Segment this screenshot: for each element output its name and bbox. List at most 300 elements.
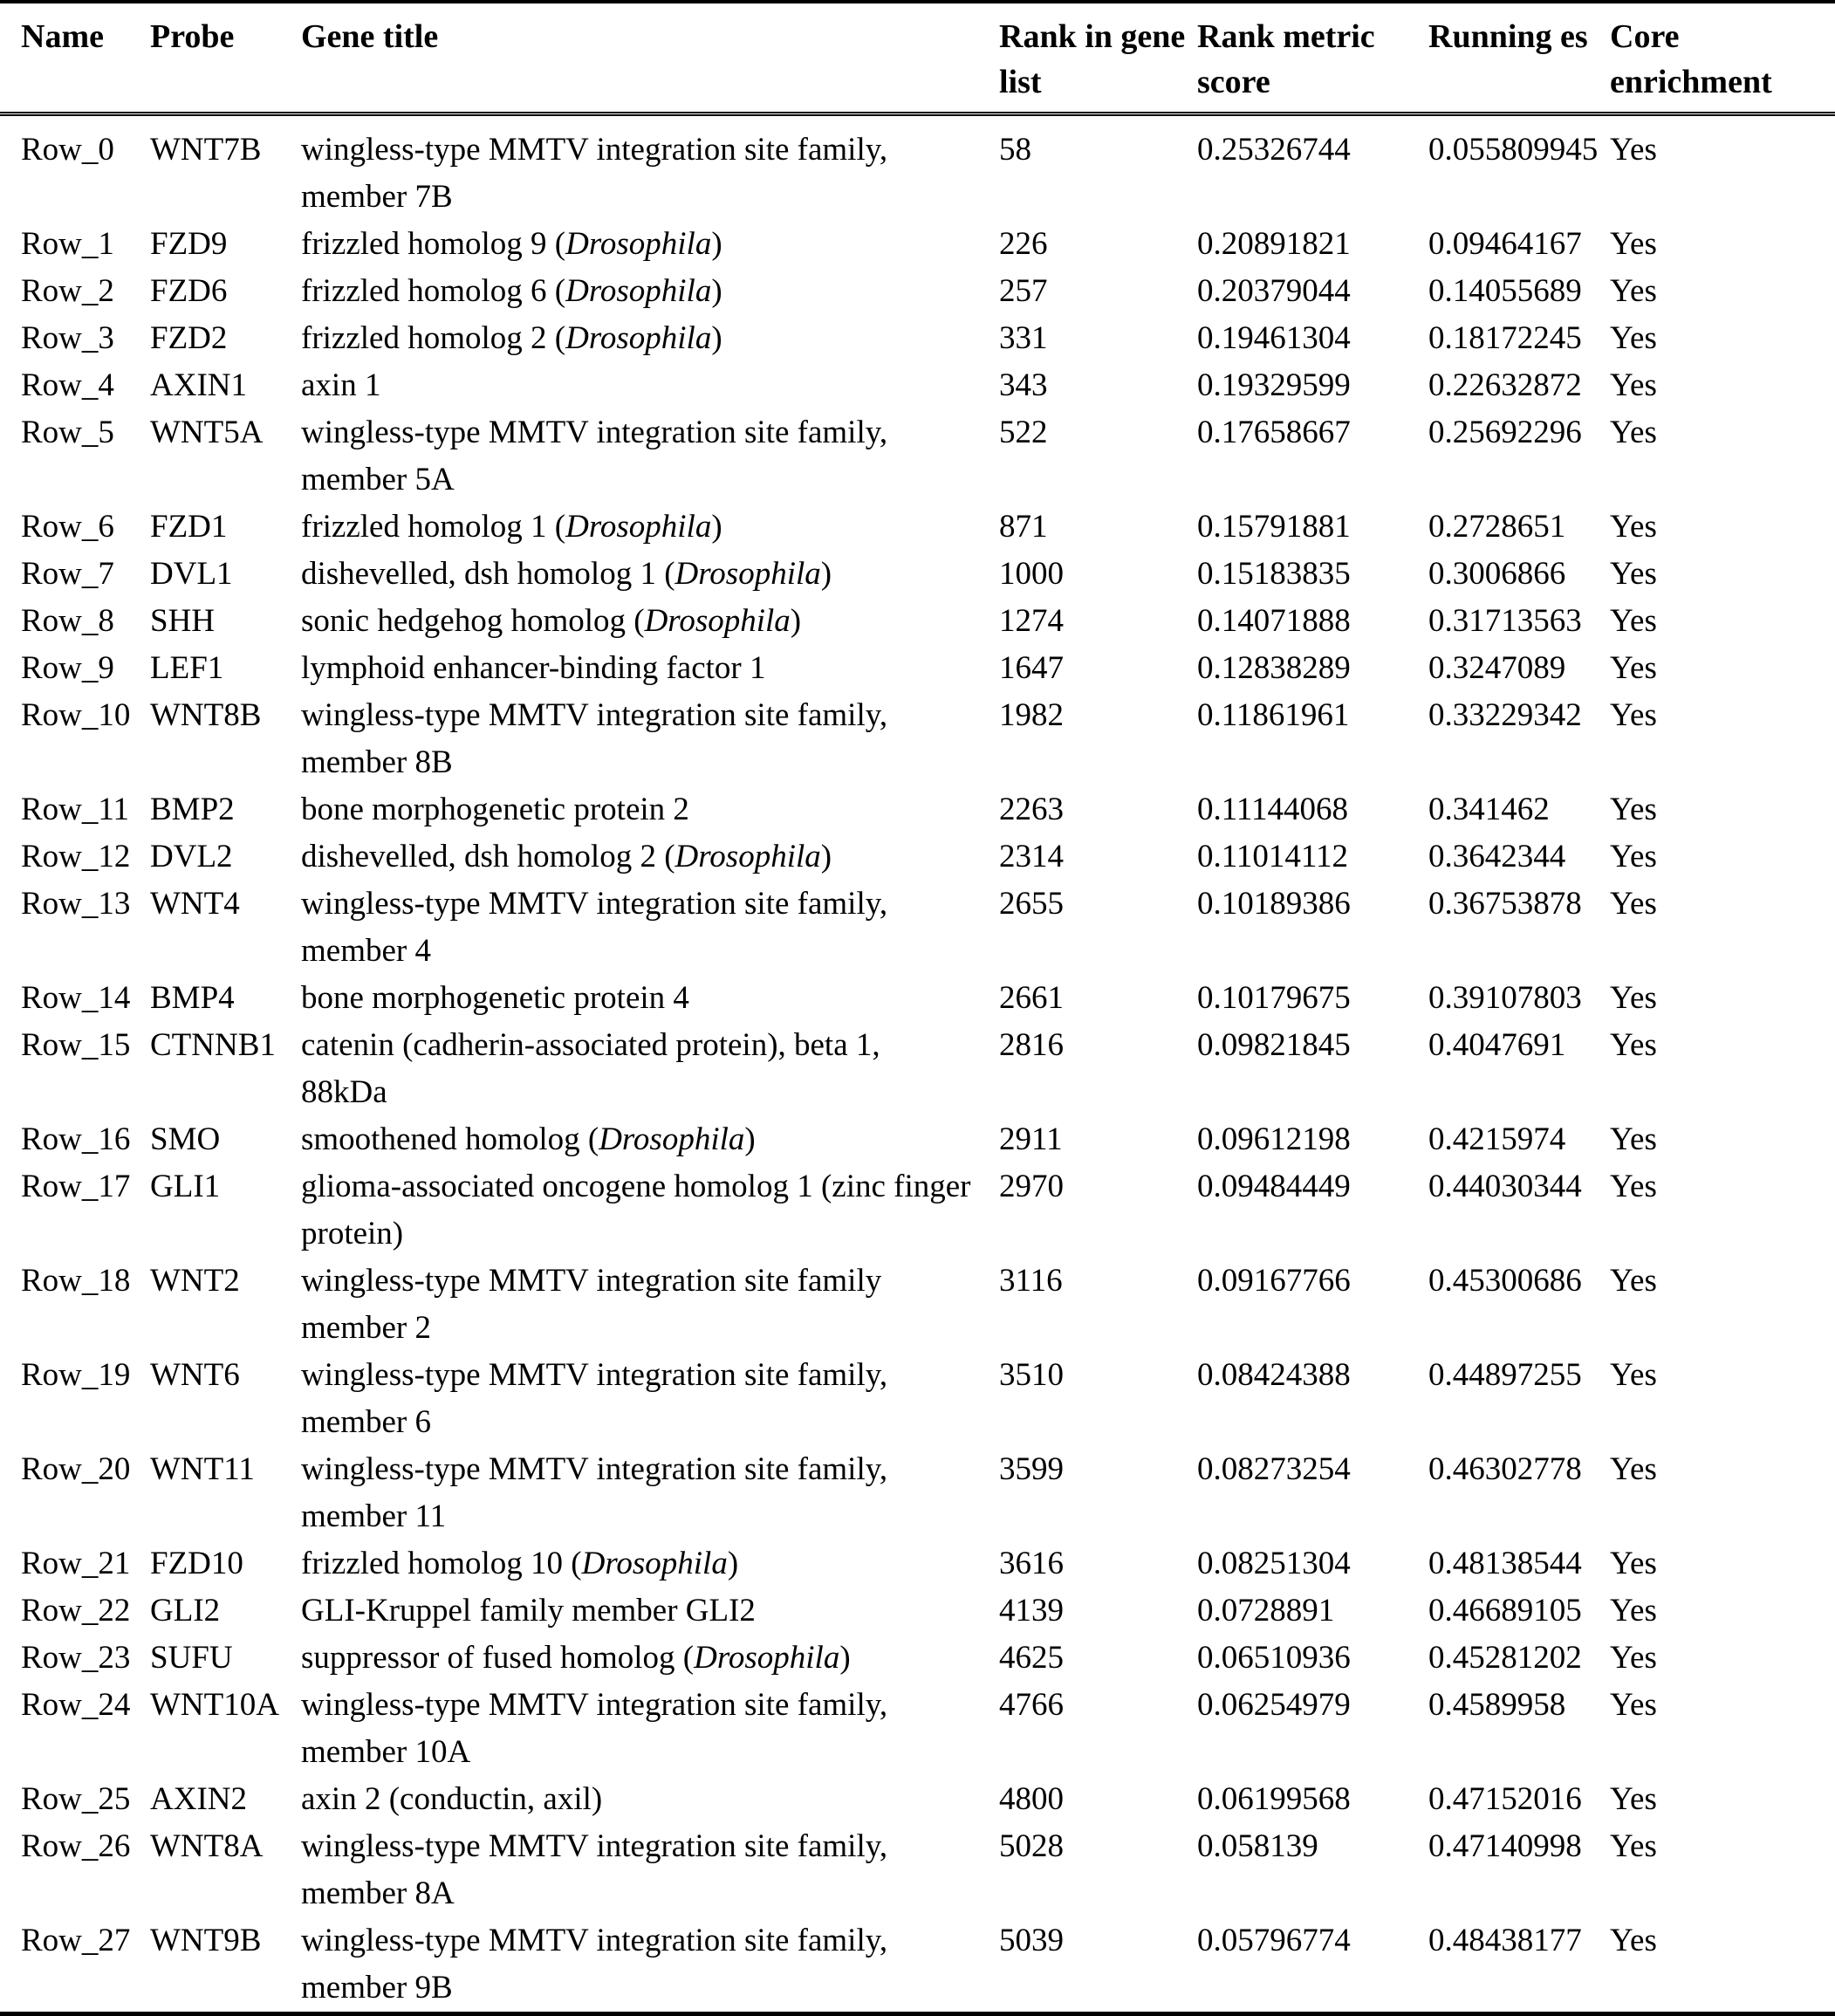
column-header-name [0, 2, 150, 114]
cell-name: Row_17 [21, 1169, 131, 1204]
table-row [0, 786, 1835, 833]
cell-core-enrichment: Yes [1610, 886, 1657, 922]
species-italic-text: Drosophila [565, 273, 712, 309]
table-row [0, 1258, 1835, 1352]
cell-rank-in-gene-list: 257 [999, 273, 1048, 309]
cell-probe: BMP2 [150, 792, 235, 827]
column-header-rank-in-gene-list [999, 2, 1197, 114]
column-header-gene-title [301, 2, 999, 114]
cell-rank-in-gene-list: 4800 [999, 1781, 1064, 1817]
cell-rank-metric-score: 0.20379044 [1197, 273, 1351, 309]
cell-name: Row_16 [21, 1121, 131, 1157]
gene-title-text: ) [711, 320, 722, 356]
cell-gene-title [301, 1823, 999, 1917]
gene-title-text: member 8A [301, 1875, 455, 1911]
gene-title-text: suppressor of fused homolog ( [301, 1640, 695, 1676]
species-italic-text: Drosophila [581, 1546, 728, 1581]
cell-gene-title [301, 598, 999, 645]
cell-gene-title [301, 268, 999, 315]
cell-rank-in-gene-list: 2314 [999, 839, 1064, 874]
cell-gene-title [301, 409, 999, 504]
cell-rank-in-gene-list: 3616 [999, 1546, 1064, 1581]
table-row [0, 1635, 1835, 1682]
table-row [0, 1116, 1835, 1163]
cell-core-enrichment: Yes [1610, 226, 1657, 262]
gene-title-text: bone morphogenetic protein 4 [301, 980, 689, 1016]
cell-gene-title [301, 221, 999, 268]
gene-title-text: dishevelled, dsh homolog 2 ( [301, 839, 675, 874]
cell-probe: FZD1 [150, 509, 228, 545]
column-header-rank-metric-score-line: score [1197, 64, 1270, 100]
table-row [0, 114, 1835, 222]
cell-gene-title [301, 1352, 999, 1446]
cell-running-es: 0.4215974 [1428, 1121, 1566, 1157]
cell-probe: WNT2 [150, 1263, 240, 1299]
cell-rank-in-gene-list: 4625 [999, 1640, 1064, 1676]
cell-rank-in-gene-list: 522 [999, 415, 1048, 450]
gene-title-text: member 8B [301, 744, 453, 780]
gene-title-text: dishevelled, dsh homolog 1 ( [301, 556, 675, 592]
cell-rank-metric-score: 0.12838289 [1197, 650, 1351, 686]
gene-title-text: axin 1 [301, 367, 381, 403]
cell-gene-title [301, 114, 999, 222]
species-italic-text: Drosophila [674, 839, 821, 874]
cell-rank-metric-score: 0.06510936 [1197, 1640, 1351, 1676]
cell-gene-title [301, 315, 999, 362]
cell-rank-in-gene-list: 2911 [999, 1121, 1063, 1157]
cell-running-es: 0.055809945 [1428, 132, 1599, 168]
table-row [0, 1540, 1835, 1587]
cell-rank-metric-score: 0.20891821 [1197, 226, 1351, 262]
gene-title-text: ) [790, 603, 802, 639]
cell-name: Row_23 [21, 1640, 131, 1676]
cell-core-enrichment: Yes [1610, 980, 1657, 1016]
cell-gene-title [301, 692, 999, 786]
cell-rank-metric-score: 0.09484449 [1197, 1169, 1351, 1204]
table-row [0, 833, 1835, 881]
cell-core-enrichment: Yes [1610, 1546, 1657, 1581]
cell-probe: WNT9B [150, 1923, 262, 1958]
cell-core-enrichment: Yes [1610, 650, 1657, 686]
cell-rank-metric-score: 0.10189386 [1197, 886, 1351, 922]
cell-running-es: 0.47140998 [1428, 1828, 1582, 1864]
cell-running-es: 0.4589958 [1428, 1687, 1566, 1723]
gene-title-text: ) [711, 226, 722, 262]
cell-rank-metric-score: 0.10179675 [1197, 980, 1351, 1016]
cell-rank-metric-score: 0.06199568 [1197, 1781, 1351, 1817]
gene-title-text: wingless-type MMTV integration site family, [301, 1451, 888, 1487]
cell-name: Row_0 [21, 132, 114, 168]
cell-rank-in-gene-list: 3116 [999, 1263, 1063, 1299]
gene-title-text: frizzled homolog 9 ( [301, 226, 566, 262]
cell-running-es: 0.48438177 [1428, 1923, 1582, 1958]
cell-gene-title [301, 1635, 999, 1682]
cell-probe: SHH [150, 603, 216, 639]
cell-gene-title [301, 362, 999, 409]
header-row [0, 2, 1835, 114]
column-header-core-enrichment-line: Core [1610, 18, 1680, 55]
cell-name: Row_3 [21, 320, 114, 356]
cell-running-es: 0.39107803 [1428, 980, 1582, 1016]
cell-name: Row_24 [21, 1687, 131, 1723]
cell-name: Row_5 [21, 415, 114, 450]
cell-name: Row_25 [21, 1781, 131, 1817]
cell-gene-title [301, 1446, 999, 1540]
cell-core-enrichment: Yes [1610, 1027, 1657, 1063]
gene-title-text: wingless-type MMTV integration site family, [301, 1923, 888, 1958]
cell-rank-metric-score: 0.11144068 [1197, 792, 1349, 827]
cell-rank-metric-score: 0.05796774 [1197, 1923, 1351, 1958]
column-header-core-enrichment [1610, 2, 1835, 114]
column-header-rank-metric-score-line: Rank metric [1197, 18, 1375, 55]
cell-core-enrichment: Yes [1610, 509, 1657, 545]
cell-gene-title [301, 1022, 999, 1116]
cell-rank-in-gene-list: 4766 [999, 1687, 1064, 1723]
gene-title-text: GLI-Kruppel family member GLI2 [301, 1593, 756, 1629]
table-row [0, 362, 1835, 409]
species-italic-text: Drosophila [644, 603, 791, 639]
gene-title-text: wingless-type MMTV integration site family, [301, 415, 888, 450]
cell-rank-metric-score: 0.15791881 [1197, 509, 1351, 545]
cell-running-es: 0.44897255 [1428, 1357, 1582, 1393]
gene-title-text: member 7B [301, 179, 453, 215]
species-italic-text: Drosophila [599, 1121, 745, 1157]
cell-name: Row_18 [21, 1263, 131, 1299]
cell-name: Row_22 [21, 1593, 131, 1629]
table-row [0, 975, 1835, 1022]
cell-rank-metric-score: 0.06254979 [1197, 1687, 1351, 1723]
cell-rank-metric-score: 0.15183835 [1197, 556, 1351, 592]
gene-title-text: ) [711, 273, 722, 309]
cell-gene-title [301, 551, 999, 598]
cell-running-es: 0.47152016 [1428, 1781, 1582, 1817]
table-row [0, 598, 1835, 645]
cell-name: Row_13 [21, 886, 131, 922]
cell-rank-in-gene-list: 343 [999, 367, 1048, 403]
species-italic-text: Drosophila [674, 556, 821, 592]
gene-title-text: ) [820, 556, 832, 592]
gene-title-text: ) [727, 1546, 739, 1581]
gene-title-text: glioma-associated oncogene homolog 1 (zinc finger [301, 1169, 971, 1204]
cell-name: Row_4 [21, 367, 114, 403]
cell-rank-in-gene-list: 5028 [999, 1828, 1064, 1864]
species-italic-text: Drosophila [694, 1640, 840, 1676]
gene-title-text: catenin (cadherin-associated protein), beta 1, [301, 1027, 880, 1063]
cell-core-enrichment: Yes [1610, 415, 1657, 450]
cell-rank-metric-score: 0.0728891 [1197, 1593, 1335, 1629]
gene-title-text: wingless-type MMTV integration site family, [301, 132, 888, 168]
gene-title-text: ) [839, 1640, 851, 1676]
column-header-name-line: Name [21, 18, 104, 55]
cell-core-enrichment: Yes [1610, 1121, 1657, 1157]
cell-running-es: 0.3006866 [1428, 556, 1566, 592]
cell-core-enrichment: Yes [1610, 273, 1657, 309]
cell-rank-in-gene-list: 1274 [999, 603, 1064, 639]
cell-running-es: 0.45300686 [1428, 1263, 1582, 1299]
cell-gene-title [301, 1587, 999, 1635]
cell-rank-in-gene-list: 4139 [999, 1593, 1064, 1629]
cell-running-es: 0.22632872 [1428, 367, 1582, 403]
table-row [0, 1352, 1835, 1446]
column-header-rank-in-gene-list-line: list [999, 64, 1042, 100]
table-row [0, 692, 1835, 786]
table-row [0, 268, 1835, 315]
gene-title-text: member 9B [301, 1970, 453, 2006]
cell-running-es: 0.48138544 [1428, 1546, 1582, 1581]
cell-name: Row_14 [21, 980, 131, 1016]
table-row [0, 1163, 1835, 1258]
cell-gene-title [301, 645, 999, 692]
gene-title-text: member 2 [301, 1310, 431, 1346]
cell-probe: LEF1 [150, 650, 224, 686]
cell-probe: FZD10 [150, 1546, 243, 1581]
cell-probe: CTNNB1 [150, 1027, 276, 1063]
cell-rank-in-gene-list: 3599 [999, 1451, 1064, 1487]
gene-title-text: smoothened homolog ( [301, 1121, 599, 1157]
cell-rank-in-gene-list: 2655 [999, 886, 1064, 922]
cell-gene-title [301, 1682, 999, 1776]
cell-name: Row_2 [21, 273, 114, 309]
gene-title-text: member 6 [301, 1404, 431, 1440]
cell-name: Row_6 [21, 509, 114, 545]
table-row [0, 1446, 1835, 1540]
cell-running-es: 0.2728651 [1428, 509, 1566, 545]
table-row [0, 1823, 1835, 1917]
cell-core-enrichment: Yes [1610, 1687, 1657, 1723]
cell-rank-in-gene-list: 1982 [999, 697, 1064, 733]
cell-running-es: 0.45281202 [1428, 1640, 1582, 1676]
species-italic-text: Drosophila [565, 226, 712, 262]
cell-rank-in-gene-list: 5039 [999, 1923, 1064, 1958]
cell-core-enrichment: Yes [1610, 1640, 1657, 1676]
cell-running-es: 0.14055689 [1428, 273, 1582, 309]
cell-name: Row_19 [21, 1357, 131, 1393]
cell-core-enrichment: Yes [1610, 1357, 1657, 1393]
table-row [0, 551, 1835, 598]
column-header-gene-title-line: Gene title [301, 18, 439, 55]
cell-rank-metric-score: 0.09167766 [1197, 1263, 1351, 1299]
cell-core-enrichment: Yes [1610, 1923, 1657, 1958]
cell-gene-title [301, 833, 999, 881]
gene-title-text: protein) [301, 1216, 404, 1251]
column-header-running-es-line: Running es [1428, 18, 1588, 55]
cell-core-enrichment: Yes [1610, 320, 1657, 356]
cell-name: Row_7 [21, 556, 114, 592]
gene-title-text: ) [711, 509, 722, 545]
cell-gene-title [301, 504, 999, 551]
cell-gene-title [301, 1540, 999, 1587]
cell-rank-metric-score: 0.09612198 [1197, 1121, 1351, 1157]
table-header [0, 2, 1835, 114]
cell-probe: WNT11 [150, 1451, 255, 1487]
cell-core-enrichment: Yes [1610, 1169, 1657, 1204]
cell-rank-metric-score: 0.08424388 [1197, 1357, 1351, 1393]
cell-rank-metric-score: 0.14071888 [1197, 603, 1351, 639]
table-body [0, 114, 1835, 2014]
table-row [0, 221, 1835, 268]
gene-title-text: axin 2 (conductin, axil) [301, 1781, 603, 1817]
cell-probe: WNT8A [150, 1828, 264, 1864]
cell-rank-metric-score: 0.08273254 [1197, 1451, 1351, 1487]
cell-rank-metric-score: 0.17658667 [1197, 415, 1351, 450]
cell-probe: AXIN1 [150, 367, 247, 403]
cell-name: Row_21 [21, 1546, 131, 1581]
cell-gene-title [301, 786, 999, 833]
cell-probe: WNT7B [150, 132, 262, 168]
cell-rank-metric-score: 0.19461304 [1197, 320, 1351, 356]
cell-rank-metric-score: 0.25326744 [1197, 132, 1351, 168]
gene-title-text: wingless-type MMTV integration site family, [301, 886, 888, 922]
cell-running-es: 0.09464167 [1428, 226, 1582, 262]
cell-core-enrichment: Yes [1610, 792, 1657, 827]
table-row [0, 409, 1835, 504]
cell-rank-metric-score: 0.11014112 [1197, 839, 1349, 874]
gene-title-text: frizzled homolog 6 ( [301, 273, 566, 309]
cell-rank-in-gene-list: 226 [999, 226, 1048, 262]
cell-name: Row_15 [21, 1027, 131, 1063]
cell-core-enrichment: Yes [1610, 132, 1657, 168]
gene-title-text: sonic hedgehog homolog ( [301, 603, 645, 639]
cell-probe: GLI2 [150, 1593, 221, 1629]
cell-running-es: 0.18172245 [1428, 320, 1582, 356]
cell-probe: SMO [150, 1121, 221, 1157]
cell-name: Row_10 [21, 697, 131, 733]
gene-title-text: bone morphogenetic protein 2 [301, 792, 689, 827]
gene-title-text: wingless-type MMTV integration site family, [301, 1687, 888, 1723]
cell-name: Row_20 [21, 1451, 131, 1487]
cell-probe: WNT10A [150, 1687, 279, 1723]
cell-gene-title [301, 1116, 999, 1163]
cell-probe: BMP4 [150, 980, 235, 1016]
gene-title-text: wingless-type MMTV integration site family, [301, 1828, 888, 1864]
gene-title-text: member 11 [301, 1498, 447, 1534]
cell-probe: WNT4 [150, 886, 240, 922]
column-header-running-es [1428, 2, 1610, 114]
cell-rank-in-gene-list: 2970 [999, 1169, 1064, 1204]
cell-rank-metric-score: 0.11861961 [1197, 697, 1350, 733]
cell-probe: DVL1 [150, 556, 233, 592]
cell-running-es: 0.46689105 [1428, 1593, 1582, 1629]
table-row [0, 1682, 1835, 1776]
cell-probe: WNT8B [150, 697, 262, 733]
cell-running-es: 0.33229342 [1428, 697, 1582, 733]
cell-rank-in-gene-list: 1647 [999, 650, 1064, 686]
cell-name: Row_9 [21, 650, 114, 686]
cell-name: Row_26 [21, 1828, 131, 1864]
cell-running-es: 0.4047691 [1428, 1027, 1566, 1063]
gene-title-text: ) [820, 839, 832, 874]
gene-title-text: member 5A [301, 462, 455, 497]
cell-core-enrichment: Yes [1610, 1828, 1657, 1864]
cell-probe: FZD9 [150, 226, 228, 262]
cell-core-enrichment: Yes [1610, 697, 1657, 733]
species-italic-text: Drosophila [565, 509, 712, 545]
cell-name: Row_27 [21, 1923, 131, 1958]
cell-rank-in-gene-list: 2661 [999, 980, 1064, 1016]
cell-rank-in-gene-list: 871 [999, 509, 1048, 545]
gene-title-text: frizzled homolog 1 ( [301, 509, 566, 545]
cell-gene-title [301, 1258, 999, 1352]
species-italic-text: Drosophila [565, 320, 712, 356]
cell-core-enrichment: Yes [1610, 1451, 1657, 1487]
cell-name: Row_12 [21, 839, 131, 874]
cell-rank-in-gene-list: 58 [999, 132, 1031, 168]
gene-title-text: frizzled homolog 2 ( [301, 320, 566, 356]
column-header-rank-metric-score [1197, 2, 1428, 114]
cell-probe: FZD6 [150, 273, 228, 309]
cell-running-es: 0.44030344 [1428, 1169, 1582, 1204]
gene-title-text: ) [744, 1121, 756, 1157]
cell-name: Row_8 [21, 603, 114, 639]
table-row [0, 1917, 1835, 2014]
table-row [0, 504, 1835, 551]
cell-running-es: 0.36753878 [1428, 886, 1582, 922]
cell-probe: DVL2 [150, 839, 233, 874]
cell-rank-metric-score: 0.058139 [1197, 1828, 1318, 1864]
cell-core-enrichment: Yes [1610, 1263, 1657, 1299]
cell-probe: WNT6 [150, 1357, 240, 1393]
gene-title-text: member 10A [301, 1734, 471, 1770]
cell-rank-metric-score: 0.08251304 [1197, 1546, 1351, 1581]
column-header-probe [150, 2, 301, 114]
cell-core-enrichment: Yes [1610, 367, 1657, 403]
gene-title-text: 88kDa [301, 1074, 387, 1110]
table-row [0, 1587, 1835, 1635]
cell-gene-title [301, 1163, 999, 1258]
cell-probe: FZD2 [150, 320, 228, 356]
gene-title-text: member 4 [301, 933, 431, 969]
cell-rank-in-gene-list: 2816 [999, 1027, 1064, 1063]
cell-probe: GLI1 [150, 1169, 221, 1204]
gene-title-text: wingless-type MMTV integration site family, [301, 697, 888, 733]
cell-gene-title [301, 881, 999, 975]
cell-core-enrichment: Yes [1610, 839, 1657, 874]
cell-running-es: 0.46302778 [1428, 1451, 1582, 1487]
table-row [0, 881, 1835, 975]
gene-title-text: wingless-type MMTV integration site family, [301, 1357, 888, 1393]
cell-probe: AXIN2 [150, 1781, 247, 1817]
column-header-probe-line: Probe [150, 18, 235, 55]
cell-probe: SUFU [150, 1640, 233, 1676]
table-row [0, 315, 1835, 362]
cell-probe: WNT5A [150, 415, 264, 450]
cell-gene-title [301, 1776, 999, 1823]
cell-gene-title [301, 975, 999, 1022]
table-row [0, 1776, 1835, 1823]
cell-gene-title [301, 1917, 999, 2014]
cell-rank-in-gene-list: 1000 [999, 556, 1064, 592]
cell-core-enrichment: Yes [1610, 1593, 1657, 1629]
cell-running-es: 0.25692296 [1428, 415, 1582, 450]
cell-rank-in-gene-list: 2263 [999, 792, 1064, 827]
gene-title-text: frizzled homolog 10 ( [301, 1546, 582, 1581]
cell-running-es: 0.3642344 [1428, 839, 1566, 874]
table-row [0, 645, 1835, 692]
gene-title-text: wingless-type MMTV integration site family [301, 1263, 882, 1299]
cell-running-es: 0.341462 [1428, 792, 1550, 827]
cell-running-es: 0.3247089 [1428, 650, 1566, 686]
cell-running-es: 0.31713563 [1428, 603, 1582, 639]
cell-name: Row_1 [21, 226, 114, 262]
cell-core-enrichment: Yes [1610, 603, 1657, 639]
column-header-rank-in-gene-list-line: Rank in gene [999, 18, 1186, 55]
cell-rank-metric-score: 0.19329599 [1197, 367, 1351, 403]
column-header-core-enrichment-line: enrichment [1610, 64, 1772, 100]
table-row [0, 1022, 1835, 1116]
cell-rank-in-gene-list: 3510 [999, 1357, 1064, 1393]
gene-title-text: lymphoid enhancer-binding factor 1 [301, 650, 766, 686]
cell-rank-metric-score: 0.09821845 [1197, 1027, 1351, 1063]
